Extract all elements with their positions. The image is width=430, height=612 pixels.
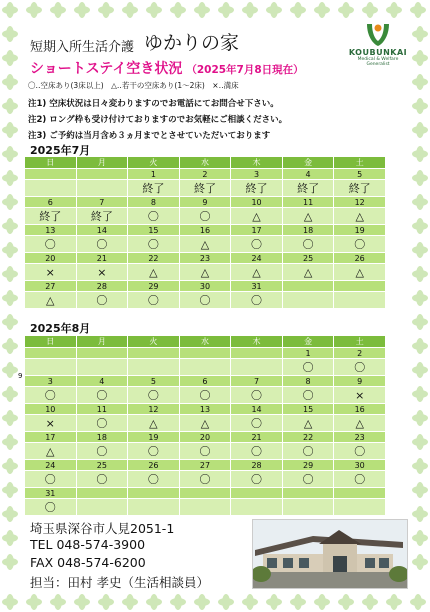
day-number <box>179 488 231 499</box>
clover-icon <box>412 362 428 378</box>
clover-icon <box>2 194 18 210</box>
availability-status: △ <box>179 236 231 253</box>
availability-status: 終了 <box>179 180 231 197</box>
title-date: （2025年7月8日現在） <box>186 64 304 76</box>
clover-icon <box>50 2 66 18</box>
clover-icon <box>290 2 306 18</box>
weekday-label: 木 <box>231 336 283 348</box>
clover-icon <box>266 594 282 610</box>
availability-status: 〇 <box>128 236 180 253</box>
availability-status: 〇 <box>25 236 77 253</box>
availability-status: 〇 <box>282 359 334 376</box>
title-row <box>30 58 360 78</box>
availability-status: 〇 <box>128 387 180 404</box>
status-row <box>25 180 386 197</box>
clover-icon <box>2 338 18 354</box>
clover-icon <box>242 2 258 18</box>
availability-status: 〇 <box>334 471 386 488</box>
clover-icon <box>2 594 18 610</box>
note-3: 注3) ご予約は当月含め３ヵ月までとさせていただいております <box>28 131 271 141</box>
clover-icon <box>412 266 428 282</box>
day-number: 11 <box>282 197 334 208</box>
clover-icon <box>410 2 426 18</box>
day-number: 20 <box>179 432 231 443</box>
clover-icon <box>2 314 18 330</box>
availability-status: 〇 <box>334 236 386 253</box>
clover-icon <box>218 2 234 18</box>
clover-icon <box>412 146 428 162</box>
clover-icon <box>386 2 402 18</box>
day-number: 24 <box>231 253 283 264</box>
availability-status: 〇 <box>334 359 386 376</box>
day-number <box>76 488 128 499</box>
day-number: 16 <box>179 225 231 236</box>
availability-status: 〇 <box>282 443 334 460</box>
clover-icon <box>98 2 114 18</box>
weekday-label: 日 <box>25 157 77 169</box>
note-2: 注2) ロング枠も受け付けておりますのでお気軽にご相談ください。 <box>28 115 288 125</box>
day-number-row <box>25 432 386 443</box>
clover-icon <box>386 594 402 610</box>
clover-icon <box>410 594 426 610</box>
day-number-row <box>25 348 386 359</box>
day-number <box>128 488 180 499</box>
availability-status <box>25 180 77 197</box>
clover-icon <box>412 122 428 138</box>
contact-fax: FAX 048-574-6200 <box>30 555 146 570</box>
status-row <box>25 471 386 488</box>
weekday-label: 日 <box>25 336 77 348</box>
day-number: 14 <box>76 225 128 236</box>
clover-icon <box>412 218 428 234</box>
weekday-label: 月 <box>76 336 128 348</box>
day-number: 5 <box>334 169 386 180</box>
day-number: 15 <box>282 404 334 415</box>
calendar-july <box>24 156 386 309</box>
availability-status: 〇 <box>179 471 231 488</box>
availability-status: 〇 <box>231 292 283 309</box>
day-number: 23 <box>334 432 386 443</box>
availability-status: 〇 <box>128 471 180 488</box>
clover-icon <box>412 26 428 42</box>
status-row <box>25 264 386 281</box>
status-row <box>25 292 386 309</box>
availability-status: 〇 <box>282 471 334 488</box>
availability-status <box>231 359 283 376</box>
clover-icon <box>2 530 18 546</box>
clover-icon <box>290 594 306 610</box>
availability-status: 〇 <box>334 443 386 460</box>
availability-status: 終了 <box>25 208 77 225</box>
availability-status: 〇 <box>76 471 128 488</box>
day-number: 28 <box>76 281 128 292</box>
clover-icon <box>2 554 18 570</box>
day-number: 27 <box>179 460 231 471</box>
calendar-title-august: 2025年8月 <box>30 322 91 335</box>
availability-status: △ <box>334 264 386 281</box>
day-number: 30 <box>334 460 386 471</box>
weekday-label: 木 <box>231 157 283 169</box>
day-number: 2 <box>179 169 231 180</box>
availability-status: △ <box>179 264 231 281</box>
availability-status: 終了 <box>128 180 180 197</box>
availability-status: △ <box>231 208 283 225</box>
day-number: 25 <box>76 460 128 471</box>
availability-status: △ <box>282 415 334 432</box>
availability-status: 〇 <box>231 471 283 488</box>
clover-icon <box>170 594 186 610</box>
day-number <box>179 348 231 359</box>
availability-status: 〇 <box>231 387 283 404</box>
availability-status: 〇 <box>25 387 77 404</box>
clover-icon <box>2 98 18 114</box>
availability-status: 〇 <box>179 208 231 225</box>
clover-icon <box>98 594 114 610</box>
clover-icon <box>412 50 428 66</box>
clover-icon <box>412 194 428 210</box>
clover-icon <box>412 434 428 450</box>
day-number: 19 <box>334 225 386 236</box>
status-row <box>25 499 386 516</box>
status-row <box>25 236 386 253</box>
weekday-label: 土 <box>334 157 386 169</box>
status-row <box>25 359 386 376</box>
clover-icon <box>122 2 138 18</box>
availability-status: 終了 <box>76 208 128 225</box>
day-number <box>231 348 283 359</box>
availability-status <box>334 499 386 516</box>
day-number: 27 <box>25 281 77 292</box>
day-number: 5 <box>128 376 180 387</box>
availability-status: × <box>76 264 128 281</box>
clover-icon <box>362 2 378 18</box>
day-number: 8 <box>128 197 180 208</box>
contact-person: 担当：田村 孝史（生活相談員） <box>30 575 209 590</box>
day-number: 26 <box>128 460 180 471</box>
weekday-label: 月 <box>76 157 128 169</box>
clover-icon <box>412 410 428 426</box>
clover-icon <box>362 594 378 610</box>
day-number: 22 <box>128 253 180 264</box>
day-number: 21 <box>76 253 128 264</box>
page-title: ショートステイ空き状況 <box>30 61 183 77</box>
weekday-label: 水 <box>179 157 231 169</box>
clover-icon <box>2 50 18 66</box>
facility-name: ゆかりの家 <box>144 32 240 54</box>
day-number-row <box>25 488 386 499</box>
logo-mark-icon <box>363 22 393 48</box>
day-number: 20 <box>25 253 77 264</box>
clover-icon <box>314 594 330 610</box>
day-number: 10 <box>231 197 283 208</box>
day-number: 18 <box>76 432 128 443</box>
facility-photo <box>252 519 408 589</box>
day-number: 13 <box>25 225 77 236</box>
clover-icon <box>242 594 258 610</box>
clover-icon <box>412 386 428 402</box>
clover-icon <box>412 458 428 474</box>
availability-status <box>282 499 334 516</box>
clover-icon <box>74 2 90 18</box>
availability-status: △ <box>334 208 386 225</box>
day-number-row <box>25 460 386 471</box>
day-number-row <box>25 281 386 292</box>
day-number: 30 <box>179 281 231 292</box>
day-number: 1 <box>128 169 180 180</box>
clover-icon <box>412 314 428 330</box>
day-number-row <box>25 197 386 208</box>
availability-status <box>179 499 231 516</box>
clover-icon <box>2 26 18 42</box>
margin-mark: 9 <box>18 372 23 380</box>
day-number-row <box>25 225 386 236</box>
day-number-row <box>25 404 386 415</box>
clover-icon <box>194 2 210 18</box>
day-number: 13 <box>179 404 231 415</box>
availability-status: △ <box>25 443 77 460</box>
clover-icon <box>2 482 18 498</box>
availability-status: 〇 <box>76 443 128 460</box>
availability-status: 〇 <box>76 292 128 309</box>
day-number: 1 <box>282 348 334 359</box>
day-number: 29 <box>282 460 334 471</box>
clover-icon <box>2 242 18 258</box>
clover-icon <box>218 594 234 610</box>
day-number-row <box>25 376 386 387</box>
day-number <box>334 488 386 499</box>
day-number: 14 <box>231 404 283 415</box>
calendar-title-july: 2025年7月 <box>30 144 91 157</box>
clover-icon <box>2 386 18 402</box>
availability-status <box>25 359 77 376</box>
day-number <box>334 281 386 292</box>
availability-status <box>76 359 128 376</box>
availability-status: △ <box>25 292 77 309</box>
availability-status: 終了 <box>231 180 283 197</box>
clover-icon <box>146 594 162 610</box>
contact-tel: TEL 048-574-3900 <box>30 537 146 552</box>
availability-status: 〇 <box>76 236 128 253</box>
availability-status: 〇 <box>179 387 231 404</box>
clover-icon <box>412 482 428 498</box>
clover-icon <box>412 242 428 258</box>
day-number <box>128 348 180 359</box>
weekday-header-row <box>25 157 386 169</box>
clover-icon <box>2 170 18 186</box>
weekday-header-row <box>25 336 386 348</box>
day-number: 12 <box>334 197 386 208</box>
weekday-label: 水 <box>179 336 231 348</box>
status-legend: 〇‥空床あり(3床以上) △‥若干の空床あり(1〜2床) ×‥満床 <box>28 81 239 90</box>
day-number: 8 <box>282 376 334 387</box>
clover-icon <box>412 530 428 546</box>
day-number: 11 <box>76 404 128 415</box>
status-row <box>25 387 386 404</box>
day-number: 24 <box>25 460 77 471</box>
availability-status <box>128 499 180 516</box>
weekday-label: 金 <box>282 336 334 348</box>
day-number: 6 <box>25 197 77 208</box>
availability-status <box>231 499 283 516</box>
day-number <box>25 348 77 359</box>
status-row <box>25 415 386 432</box>
day-number: 29 <box>128 281 180 292</box>
availability-status: △ <box>334 415 386 432</box>
weekday-label: 金 <box>282 157 334 169</box>
day-number: 3 <box>25 376 77 387</box>
availability-status <box>282 292 334 309</box>
clover-icon <box>2 146 18 162</box>
day-number: 26 <box>334 253 386 264</box>
clover-icon <box>412 170 428 186</box>
logo-text: KOUBUNKAI <box>348 48 408 57</box>
availability-status: △ <box>128 415 180 432</box>
availability-status: × <box>25 415 77 432</box>
availability-status: 〇 <box>282 236 334 253</box>
availability-status: 〇 <box>179 443 231 460</box>
clover-icon <box>314 2 330 18</box>
clover-icon <box>2 434 18 450</box>
day-number: 9 <box>179 197 231 208</box>
logo-subtext: Medical & Welfare Generalist <box>357 57 399 67</box>
availability-status <box>76 180 128 197</box>
clover-icon <box>2 2 18 18</box>
header <box>30 26 410 67</box>
clover-icon <box>338 594 354 610</box>
day-number: 28 <box>231 460 283 471</box>
weekday-label: 土 <box>334 336 386 348</box>
availability-status: △ <box>179 415 231 432</box>
facility-type: 短期入所生活介護 <box>30 40 135 55</box>
weekday-label: 火 <box>128 336 180 348</box>
availability-status: 〇 <box>128 443 180 460</box>
availability-status: × <box>334 387 386 404</box>
day-number: 15 <box>128 225 180 236</box>
day-number: 19 <box>128 432 180 443</box>
day-number: 31 <box>231 281 283 292</box>
day-number: 7 <box>76 197 128 208</box>
clover-icon <box>2 290 18 306</box>
clover-icon <box>2 506 18 522</box>
day-number: 16 <box>334 404 386 415</box>
availability-status: 〇 <box>76 387 128 404</box>
clover-icon <box>2 266 18 282</box>
clover-icon <box>2 362 18 378</box>
day-number: 6 <box>179 376 231 387</box>
day-number <box>76 348 128 359</box>
availability-status: 〇 <box>179 292 231 309</box>
availability-status: 〇 <box>25 499 77 516</box>
day-number: 10 <box>25 404 77 415</box>
clover-icon <box>412 74 428 90</box>
day-number: 7 <box>231 376 283 387</box>
day-number: 9 <box>334 376 386 387</box>
availability-status: 〇 <box>282 387 334 404</box>
clover-icon <box>170 2 186 18</box>
clover-icon <box>26 594 42 610</box>
day-number <box>282 488 334 499</box>
clover-icon <box>412 290 428 306</box>
clover-icon <box>2 458 18 474</box>
availability-status: 終了 <box>334 180 386 197</box>
availability-status: 〇 <box>128 292 180 309</box>
status-row <box>25 208 386 225</box>
day-number: 25 <box>282 253 334 264</box>
day-number: 31 <box>25 488 77 499</box>
clover-icon <box>194 594 210 610</box>
day-number-row <box>25 253 386 264</box>
calendar-august <box>24 335 386 516</box>
day-number: 22 <box>282 432 334 443</box>
day-number <box>282 281 334 292</box>
availability-status: 〇 <box>25 471 77 488</box>
clover-icon <box>412 98 428 114</box>
clover-icon <box>2 74 18 90</box>
day-number: 21 <box>231 432 283 443</box>
clover-icon <box>26 2 42 18</box>
availability-status: △ <box>231 264 283 281</box>
clover-icon <box>74 594 90 610</box>
clover-icon <box>266 2 282 18</box>
day-number-row <box>25 169 386 180</box>
day-number: 18 <box>282 225 334 236</box>
day-number: 17 <box>25 432 77 443</box>
day-number: 2 <box>334 348 386 359</box>
weekday-label: 火 <box>128 157 180 169</box>
clover-icon <box>412 506 428 522</box>
status-row <box>25 443 386 460</box>
day-number: 17 <box>231 225 283 236</box>
day-number: 23 <box>179 253 231 264</box>
availability-status: 〇 <box>231 236 283 253</box>
clover-icon <box>122 594 138 610</box>
day-number: 4 <box>76 376 128 387</box>
availability-status: 〇 <box>128 208 180 225</box>
clover-icon <box>412 338 428 354</box>
contact-address: 埼玉県深谷市人見2051-1 <box>30 521 175 536</box>
clover-icon <box>2 122 18 138</box>
availability-status <box>128 359 180 376</box>
clover-icon <box>146 2 162 18</box>
availability-status <box>76 499 128 516</box>
availability-status: 〇 <box>231 415 283 432</box>
clover-icon <box>2 410 18 426</box>
availability-status: 〇 <box>231 443 283 460</box>
day-number <box>76 169 128 180</box>
day-number: 3 <box>231 169 283 180</box>
clover-icon <box>2 218 18 234</box>
day-number: 4 <box>282 169 334 180</box>
availability-status: △ <box>282 264 334 281</box>
availability-status <box>334 292 386 309</box>
day-number <box>231 488 283 499</box>
availability-status <box>179 359 231 376</box>
availability-status: △ <box>282 208 334 225</box>
day-number <box>25 169 77 180</box>
day-number: 12 <box>128 404 180 415</box>
availability-status: × <box>25 264 77 281</box>
availability-status: △ <box>128 264 180 281</box>
note-1: 注1) 空床状況は日々変わりますのでお電話にてお問合せ下さい。 <box>28 99 279 109</box>
clover-icon <box>338 2 354 18</box>
availability-status: 終了 <box>282 180 334 197</box>
clover-icon <box>50 594 66 610</box>
clover-icon <box>412 554 428 570</box>
availability-status: 〇 <box>76 415 128 432</box>
